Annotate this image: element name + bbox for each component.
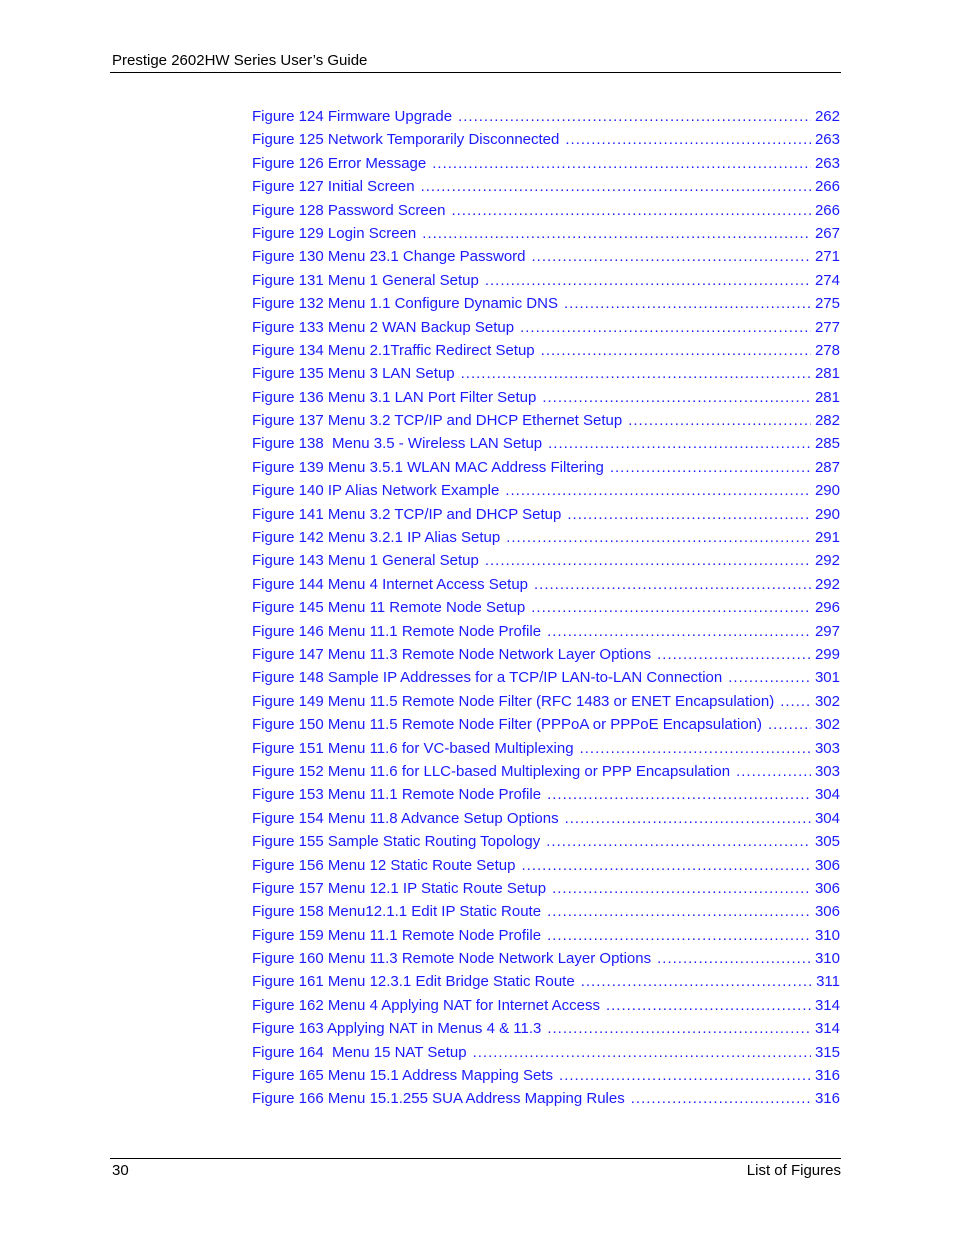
toc-entry-page: 296 <box>814 599 840 617</box>
toc-entry-page: 315 <box>814 1043 840 1061</box>
toc-entry-label: Figure 155 Sample Static Routing Topology <box>252 833 541 851</box>
toc-dot-leader <box>546 830 811 853</box>
toc-dot-leader <box>522 854 811 877</box>
toc-dot-leader <box>520 316 811 339</box>
toc-entry-page: 304 <box>814 809 840 827</box>
toc-entry-link[interactable] <box>252 1064 840 1087</box>
toc-entry-page: 290 <box>814 482 840 500</box>
toc-entry-page: 281 <box>814 388 840 406</box>
toc-dot-leader <box>485 549 811 572</box>
toc-entry-page: 311 <box>816 973 840 991</box>
header-divider <box>110 72 841 73</box>
toc-entry-link[interactable] <box>252 947 840 970</box>
toc-dot-leader <box>542 386 811 409</box>
toc-entry-page: 277 <box>814 318 840 336</box>
toc-entry-link[interactable] <box>252 900 840 923</box>
toc-dot-leader <box>451 199 811 222</box>
toc-entry-link[interactable] <box>252 666 840 689</box>
toc-entry-page: 291 <box>814 529 840 547</box>
toc-entry-label: Figure 125 Network Temporarily Disconnected <box>252 131 560 149</box>
toc-entry-label: Figure 161 Menu 12.3.1 Edit Bridge Static Route <box>252 973 575 991</box>
toc-entry-link[interactable] <box>252 549 840 572</box>
toc-entry-label: Figure 165 Menu 15.1 Address Mapping Sets <box>252 1067 554 1085</box>
toc-dot-leader <box>485 269 811 292</box>
toc-entry-page: 299 <box>814 645 840 663</box>
toc-entry-label: Figure 152 Menu 11.6 for LLC-based Multiplexing or PPP Encapsulation <box>252 762 731 780</box>
toc-entry-page: 310 <box>814 950 840 968</box>
toc-entry-page: 292 <box>814 552 840 570</box>
toc-entry-link[interactable] <box>252 596 840 619</box>
toc-dot-leader <box>473 1041 811 1064</box>
list-of-figures <box>252 105 840 1111</box>
toc-entry-label: Figure 138 Menu 3.5 - Wireless LAN Setup <box>252 435 543 453</box>
toc-entry-page: 267 <box>814 224 840 242</box>
toc-entry-label: Figure 154 Menu 11.8 Advance Setup Options <box>252 809 559 827</box>
toc-entry-label: Figure 159 Menu 11.1 Remote Node Profile <box>252 926 542 944</box>
toc-entry-link[interactable] <box>252 269 840 292</box>
toc-entry-link[interactable] <box>252 386 840 409</box>
toc-entry-page: 302 <box>814 692 840 710</box>
toc-entry-page: 285 <box>814 435 840 453</box>
toc-dot-leader <box>657 947 811 970</box>
toc-entry-page: 316 <box>814 1090 840 1108</box>
toc-dot-leader <box>552 877 811 900</box>
toc-entry-page: 306 <box>814 879 840 897</box>
toc-entry-page: 290 <box>814 505 840 523</box>
toc-entry-page: 316 <box>814 1067 840 1085</box>
toc-entry-label: Figure 162 Menu 4 Applying NAT for Internet Access <box>252 996 600 1014</box>
toc-entry-link[interactable] <box>252 152 840 175</box>
toc-entry-link[interactable] <box>252 409 840 432</box>
toc-entry-label: Figure 156 Menu 12 Static Route Setup <box>252 856 516 874</box>
toc-entry-link[interactable] <box>252 1041 840 1064</box>
toc-entry-link[interactable] <box>252 128 840 151</box>
toc-entry-link[interactable] <box>252 877 840 900</box>
toc-dot-leader <box>768 713 811 736</box>
toc-entry-page: 306 <box>814 856 840 874</box>
toc-entry-label: Figure 150 Menu 11.5 Remote Node Filter (PPPoA or PPPoE Encapsulation) <box>252 716 762 734</box>
toc-entry-link[interactable] <box>252 713 840 736</box>
toc-entry-label: Figure 143 Menu 1 General Setup <box>252 552 479 570</box>
toc-dot-leader <box>506 526 811 549</box>
toc-entry-page: 278 <box>814 341 840 359</box>
toc-dot-leader <box>657 643 811 666</box>
toc-entry-page: 274 <box>814 271 840 289</box>
toc-entry-link[interactable] <box>252 175 840 198</box>
toc-dot-leader <box>606 994 811 1017</box>
toc-entry-link[interactable] <box>252 456 840 479</box>
toc-entry-label: Figure 132 Menu 1.1 Configure Dynamic DNS <box>252 295 558 313</box>
toc-dot-leader <box>610 456 811 479</box>
toc-entry-link[interactable] <box>252 316 840 339</box>
toc-dot-leader <box>548 432 811 455</box>
toc-dot-leader <box>580 737 811 760</box>
toc-dot-leader <box>547 924 811 947</box>
toc-entry-page: 263 <box>814 154 840 172</box>
toc-entry-label: Figure 131 Menu 1 General Setup <box>252 271 479 289</box>
toc-entry-link[interactable] <box>252 573 840 596</box>
toc-entry-page: 287 <box>814 458 840 476</box>
toc-entry-page: 301 <box>814 669 840 687</box>
toc-entry-label: Figure 129 Login Screen <box>252 224 417 242</box>
toc-entry-page: 304 <box>814 786 840 804</box>
toc-entry-page: 314 <box>814 996 840 1014</box>
toc-entry-label: Figure 135 Menu 3 LAN Setup <box>252 365 455 383</box>
toc-entry-label: Figure 149 Menu 11.5 Remote Node Filter (RFC 1483 or ENET Encapsulation) <box>252 692 775 710</box>
toc-entry-page: 263 <box>814 131 840 149</box>
toc-entry-page: 306 <box>814 903 840 921</box>
toc-entry-label: Figure 160 Menu 11.3 Remote Node Network Layer Options <box>252 950 652 968</box>
toc-entry-page: 302 <box>814 716 840 734</box>
toc-dot-leader <box>581 970 812 993</box>
toc-entry-link[interactable] <box>252 620 840 643</box>
toc-entry-page: 266 <box>814 178 840 196</box>
toc-entry-link[interactable] <box>252 643 840 666</box>
toc-dot-leader <box>534 573 811 596</box>
toc-dot-leader <box>565 807 811 830</box>
toc-entry-link[interactable] <box>252 503 840 526</box>
toc-entry-label: Figure 139 Menu 3.5.1 WLAN MAC Address Filtering <box>252 458 604 476</box>
toc-dot-leader <box>631 1087 811 1110</box>
toc-entry-page: 266 <box>814 201 840 219</box>
toc-entry-page: 303 <box>814 762 840 780</box>
toc-entry-page: 282 <box>814 412 840 430</box>
toc-dot-leader <box>565 128 811 151</box>
toc-dot-leader <box>541 339 811 362</box>
page-header-title: Prestige 2602HW Series User’s Guide <box>112 52 368 69</box>
toc-entry-link[interactable] <box>252 339 840 362</box>
toc-entry-page: 303 <box>814 739 840 757</box>
toc-entry-link[interactable] <box>252 222 840 245</box>
toc-dot-leader <box>458 105 811 128</box>
toc-entry-label: Figure 145 Menu 11 Remote Node Setup <box>252 599 526 617</box>
toc-entry-page: 292 <box>814 575 840 593</box>
toc-entry-label: Figure 136 Menu 3.1 LAN Port Filter Setup <box>252 388 537 406</box>
footer-section-title: List of Figures <box>746 1162 841 1179</box>
toc-entry-label: Figure 124 Firmware Upgrade <box>252 108 453 125</box>
toc-entry-page: 314 <box>814 1020 840 1038</box>
toc-dot-leader <box>531 596 811 619</box>
toc-dot-leader <box>567 503 811 526</box>
toc-entry-label: Figure 134 Menu 2.1Traffic Redirect Setup <box>252 341 535 359</box>
toc-entry-label: Figure 158 Menu12.1.1 Edit IP Static Route <box>252 903 542 921</box>
toc-entry-link[interactable] <box>252 970 840 993</box>
toc-entry-link[interactable] <box>252 924 840 947</box>
toc-entry-label: Figure 141 Menu 3.2 TCP/IP and DHCP Setup <box>252 505 562 523</box>
toc-entry-link[interactable] <box>252 526 840 549</box>
toc-dot-leader <box>780 690 811 713</box>
footer-page-number: 30 <box>112 1162 129 1179</box>
toc-dot-leader <box>421 175 811 198</box>
toc-dot-leader <box>547 1017 811 1040</box>
toc-dot-leader <box>547 783 811 806</box>
toc-entry-link[interactable] <box>252 479 840 502</box>
toc-entry-label: Figure 142 Menu 3.2.1 IP Alias Setup <box>252 529 501 547</box>
toc-entry-label: Figure 157 Menu 12.1 IP Static Route Setup <box>252 879 547 897</box>
toc-entry-link[interactable] <box>252 807 840 830</box>
toc-entry-link[interactable] <box>252 105 840 128</box>
toc-entry-label: Figure 153 Menu 11.1 Remote Node Profile <box>252 786 542 804</box>
toc-entry-link[interactable] <box>252 245 840 268</box>
toc-dot-leader <box>547 900 811 923</box>
toc-entry-label: Figure 140 IP Alias Network Example <box>252 482 500 500</box>
toc-entry-label: Figure 130 Menu 23.1 Change Password <box>252 248 526 266</box>
toc-entry-label: Figure 128 Password Screen <box>252 201 446 219</box>
toc-entry-page: 310 <box>814 926 840 944</box>
toc-dot-leader <box>736 760 811 783</box>
toc-dot-leader <box>547 620 811 643</box>
toc-entry-link[interactable] <box>252 292 840 315</box>
toc-dot-leader <box>532 245 811 268</box>
toc-dot-leader <box>564 292 811 315</box>
toc-entry-label: Figure 137 Menu 3.2 TCP/IP and DHCP Ethernet Setup <box>252 412 623 430</box>
toc-entry-link[interactable] <box>252 1087 840 1110</box>
toc-entry-link[interactable] <box>252 1017 840 1040</box>
toc-entry-label: Figure 163 Applying NAT in Menus 4 & 11.3 <box>252 1020 542 1038</box>
toc-entry-page: 297 <box>814 622 840 640</box>
toc-entry-page: 271 <box>814 248 840 266</box>
toc-entry-page: 262 <box>814 108 840 125</box>
toc-dot-leader <box>461 362 811 385</box>
toc-dot-leader <box>559 1064 811 1087</box>
toc-entry-link[interactable] <box>252 760 840 783</box>
toc-entry-link[interactable] <box>252 690 840 713</box>
toc-dot-leader <box>422 222 811 245</box>
toc-entry-link[interactable] <box>252 783 840 806</box>
toc-entry-label: Figure 146 Menu 11.1 Remote Node Profile <box>252 622 542 640</box>
toc-entry-label: Figure 148 Sample IP Addresses for a TCP/IP LAN-to-LAN Connection <box>252 669 723 687</box>
toc-entry-link[interactable] <box>252 199 840 222</box>
toc-entry-page: 305 <box>814 833 840 851</box>
toc-dot-leader <box>505 479 811 502</box>
toc-entry-link[interactable] <box>252 432 840 455</box>
toc-dot-leader <box>628 409 811 432</box>
toc-entry-link[interactable] <box>252 994 840 1017</box>
footer-divider <box>110 1158 841 1159</box>
toc-entry-page: 275 <box>814 295 840 313</box>
toc-entry-label: Figure 126 Error Message <box>252 154 427 172</box>
toc-entry-label: Figure 164 Menu 15 NAT Setup <box>252 1043 467 1061</box>
toc-dot-leader <box>432 152 811 175</box>
toc-entry-link[interactable] <box>252 830 840 853</box>
toc-entry-page: 281 <box>814 365 840 383</box>
toc-entry-label: Figure 133 Menu 2 WAN Backup Setup <box>252 318 515 336</box>
toc-entry-label: Figure 151 Menu 11.6 for VC-based Multiplexing <box>252 739 574 757</box>
toc-entry-link[interactable] <box>252 854 840 877</box>
toc-entry-label: Figure 127 Initial Screen <box>252 178 415 196</box>
toc-entry-label: Figure 144 Menu 4 Internet Access Setup <box>252 575 528 593</box>
toc-entry-label: Figure 166 Menu 15.1.255 SUA Address Mapping Rules <box>252 1090 625 1108</box>
toc-entry-label: Figure 147 Menu 11.3 Remote Node Network Layer Options <box>252 645 652 663</box>
toc-dot-leader <box>728 666 811 689</box>
toc-entry-link[interactable] <box>252 362 840 385</box>
toc-entry-link[interactable] <box>252 737 840 760</box>
